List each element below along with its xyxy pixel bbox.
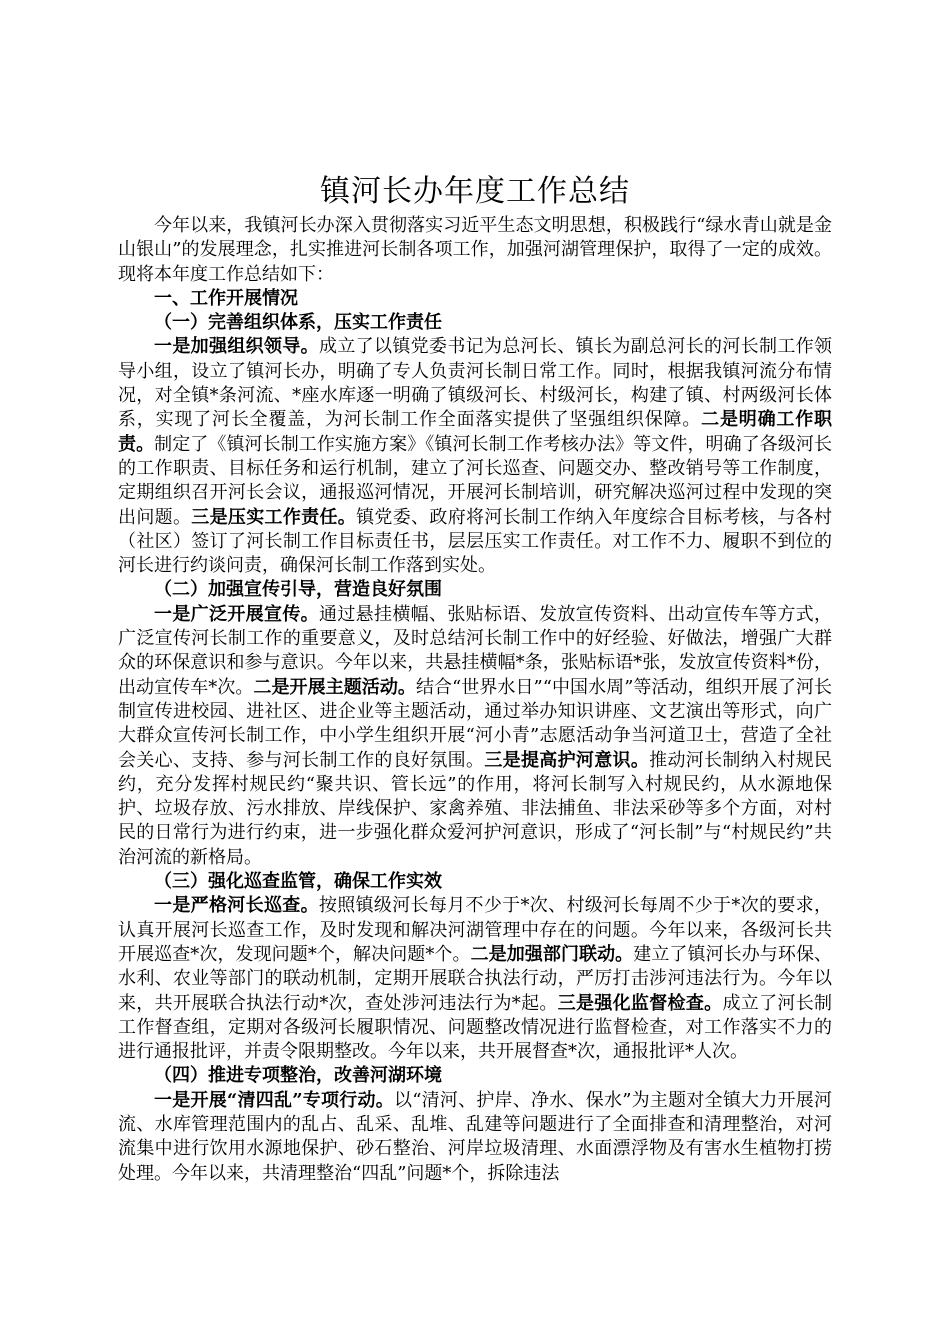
lead-supervision: 三是强化监督检查。	[557, 992, 723, 1014]
section-heading-1: 一、工作开展情况	[154, 287, 298, 309]
body-text: 结合“世界水日”“中国水周”等活动，组织开展了河长制宣传进校园、进社区、进企业等主题活动，通过举办知识讲座、文艺演出等形式，向广大群众宣传河长制工作，中小学生组织开展“河小青”志愿活动争当河道卫士，营造了全社会关心、支持、参与河长制工作的良好氛围。	[118, 676, 833, 771]
subsection-heading-3: （三）强化巡查监管，确保工作实效	[154, 871, 442, 893]
body-text: 建立了镇河长办与环保、水利、农业等部门的联动机制，定期开展联合执法行动，严厉打击涉河违法行为。今年以来，共开展联合执法行动*次，查处涉河违法行为*起。	[118, 943, 833, 1014]
body-text: 成立了以镇党委书记为总河长、镇长为副总河长的河长制工作领导小组，设立了镇河长办，明确了专人负责河长制日常工作。同时，根据我镇河流分布情况，对全镇*条河流、*座水库逐一明确了镇级河长、村级河长，构建了镇、村两级河长体系，实现了河长全覆盖，为河长制工作全面落实提供了坚强组织保障。	[118, 336, 832, 431]
lead-consolidate-responsibility: 三是压实工作责任。	[191, 506, 357, 528]
lead-awareness: 三是提高护河意识。	[484, 749, 650, 771]
subsection-1-paragraph	[118, 335, 832, 578]
body-text: 制定了《镇河长制工作实施方案》《镇河长制工作考核办法》等文件，明确了各级河长的工作职责、目标任务和运行机制，建立了河长巡查、问题交办、整改销号等工作制度，定期组织召开河长会议，通报巡河情况，开展河长制培训，研究解决巡河过程中发现的突出问题。	[118, 433, 832, 528]
lead-patrol: 一是严格河长巡查。	[154, 895, 319, 917]
body-text: 成立了河长制工作督查组，定期对各级河长履职情况、问题整改情况进行监督检查，对工作落实不力的进行通报批评，并责令限期整改。今年以来，共开展督查*次，通报批评*人次。	[118, 992, 833, 1063]
lead-theme-activities: 二是开展主题活动。	[253, 676, 416, 698]
lead-publicity: 一是广泛开展宣传。	[154, 603, 319, 625]
document-title: 镇河长办年度工作总结	[320, 174, 630, 209]
subsection-4-paragraph	[118, 1089, 832, 1186]
body-text: 镇党委、政府将河长制工作纳入年度综合目标考核，与各村（社区）签订了河长制工作目标责任书，层层压实工作责任。对工作不力、履职不到位的河长进行约谈问责，确保河长制工作落到实处。	[118, 506, 833, 577]
document-page	[118, 172, 832, 1186]
subsection-heading-2: （二）加强宣传引导，营造良好氛围	[154, 579, 442, 601]
subsection-heading-4: （四）推进专项整治，改善河湖环境	[154, 1065, 442, 1087]
body-text: 推动河长制纳入村规民约，充分发挥村规民约“聚共识、管长远”的作用，将河长制写入村规民约，从水源地保护、垃圾存放、污水排放、岸线保护、家禽养殖、非法捕鱼、非法采砂等多个方面，对村民的日常行为进行约束，进一步强化群众爱河护河意识，形成了“河长制”与“村规民约”共治河流的新格局。	[118, 749, 833, 868]
intro-paragraph: 今年以来，我镇河长办深入贯彻落实习近平生态文明思想，积极践行“绿水青山就是金山银山”的发展理念，扎实推进河长制各项工作，加强河湖管理保护，取得了一定的成效。现将本年度工作总结如下：	[118, 215, 832, 285]
subsection-heading-1: （一）完善组织体系，压实工作责任	[154, 312, 442, 334]
lead-four-chaos: 一是开展“清四乱”专项行动。	[154, 1089, 394, 1111]
subsection-3-paragraph	[118, 894, 832, 1064]
body-text: 通过悬挂横幅、张贴标语、发放宣传资料、出动宣传车等方式，广泛宣传河长制工作的重要意义，及时总结河长制工作中的好经验、好做法，增强广大群众的环保意识和参与意识。今年以来，共悬挂横幅*条，张贴标语*张，发放宣传资料*份，出动宣传车*次。	[118, 603, 832, 698]
body-text: 按照镇级河长每月不少于*次、村级河长每周不少于*次的要求，认真开展河长巡查工作，及时发现和解决河湖管理中存在的问题。今年以来，各级河长共开展巡查*次，发现问题*个，解决问题*个。	[118, 895, 833, 965]
subsection-2-paragraph	[118, 603, 832, 870]
body-text: 以“清河、护岸、净水、保水”为主题对全镇大力开展河流、水库管理范围内的乱占、乱采、乱堆、乱建等问题进行了全面排查和清理整治，对河流集中进行饮用水源地保护、砂石整治、河岸垃圾清理、水面漂浮物及有害水生植物打捞处理。今年以来，共清理整治“四乱”问题*个，拆除违法	[118, 1089, 832, 1184]
lead-strengthen-leadership: 一是加强组织领导。	[154, 336, 319, 358]
lead-linkage: 二是加强部门联动。	[470, 943, 634, 965]
lead-clarify-duties: 二是明确工作职责。	[118, 409, 833, 455]
